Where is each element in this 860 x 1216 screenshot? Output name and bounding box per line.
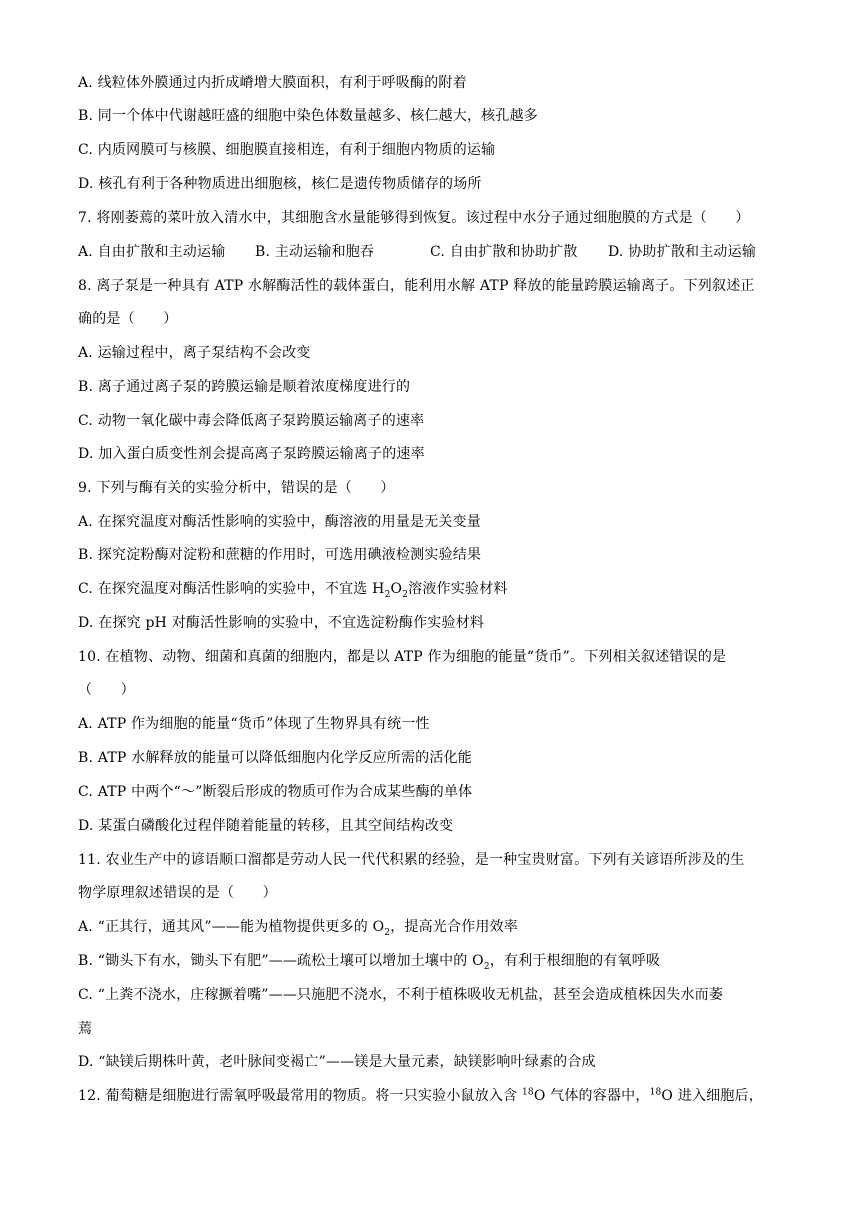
q6-option-a: A. 线粒体外膜通过内折成嵴增大膜面积，有利于呼吸酶的附着	[78, 75, 467, 91]
q10-option-a: A. ATP 作为细胞的能量“货币”体现了生物界具有统一性	[78, 716, 430, 732]
q11-option-c-line1: C. “上粪不浇水，庄稼撅着嘴”——只施肥不浇水，不利于植株吸收无机盐，甚至会造成植株因失水而萎	[78, 987, 724, 1003]
q12-text-end: O 进入细胞后，	[661, 1088, 763, 1104]
q6-option-b: B. 同一个体中代谢越旺盛的细胞中染色体数量越多、核仁越大，核孔越多	[78, 108, 538, 124]
q10-option-c: C. ATP 中两个“～”断裂后形成的物质可作为合成某些酶的单体	[78, 784, 473, 800]
q9-c-subscript: 2	[384, 589, 391, 600]
q12-text-mid: O 气体的容器中，	[533, 1088, 650, 1104]
q8-stem-line1: 8. 离子泵是一种具有 ATP 水解酶活性的载体蛋白，能利用水解 ATP 释放的能量跨膜运输离子。下列叙述正	[78, 278, 755, 294]
q11-b-subscript: 2	[483, 961, 490, 972]
q8-stem-line2: 确的是（ ）	[78, 311, 178, 327]
q11-stem-line1: 11. 农业生产中的谚语顺口溜都是劳动人民一代代积累的经验，是一种宝贵财富。下列有关谚语所涉及的生	[78, 852, 745, 868]
q9-c-subscript-2: 2	[402, 589, 409, 600]
q11-b-text: B. “锄头下有水，锄头下有肥”——疏松土壤可以增加土壤中的 O	[78, 953, 484, 969]
q11-stem-line2: 物学原理叙述错误的是（ ）	[78, 885, 277, 901]
q10-option-d: D. 某蛋白磷酸化过程伴随着能量的转移，且其空间结构改变	[78, 818, 454, 834]
q7-option-a: A. 自由扩散和主动运输	[78, 244, 226, 260]
q9-c-text: C. 在探究温度对酶活性影响的实验中，不宜选 H	[78, 581, 385, 597]
q9-option-d: D. 在探究 pH 对酶活性影响的实验中，不宜选淀粉酶作实验材料	[78, 615, 485, 631]
q11-option-d: D. “缺镁后期株叶黄，老叶脉间变褐亡”——镁是大量元素，缺镁影响叶绿素的合成	[78, 1054, 596, 1070]
q10-stem-line2: （ ）	[78, 682, 135, 698]
q7-option-b: B. 主动运输和胞吞	[255, 244, 375, 260]
q10-stem-line1: 10. 在植物、动物、细菌和真菌的细胞内，都是以 ATP 作为细胞的能量“货币”。下列相关叙述错误的是	[78, 649, 727, 665]
q9-option-b: B. 探究淀粉酶对淀粉和蔗糖的作用时，可选用碘液检测实验结果	[78, 547, 482, 563]
q11-option-b	[78, 949, 790, 973]
q11-a-subscript: 2	[384, 927, 391, 938]
q8-option-b: B. 离子通过离子泵的跨膜运输是顺着浓度梯度进行的	[78, 379, 411, 395]
q8-option-c: C. 动物一氧化碳中毒会降低离子泵跨膜运输离子的速率	[78, 413, 425, 429]
q11-a-text: A. “正其行，通其风”——能为植物提供更多的 O	[78, 919, 385, 935]
q7-stem: 7. 将刚萎蔫的菜叶放入清水中，其细胞含水量能够得到恢复。该过程中水分子通过细胞膜的方式是（ ）	[78, 210, 750, 226]
q9-stem: 9. 下列与酶有关的实验分析中，错误的是（ ）	[78, 480, 395, 496]
q12-stem	[78, 1084, 790, 1108]
q9-option-c	[78, 577, 790, 601]
q8-option-d: D. 加入蛋白质变性剂会提高离子泵跨膜运输离子的速率	[78, 446, 425, 462]
q12-superscript-2: 18	[649, 1087, 662, 1098]
q9-c-text-mid: O	[390, 581, 403, 597]
q7-option-d: D. 协助扩散和主动运输	[608, 244, 757, 260]
q11-option-c-line2: 蔫	[78, 1021, 93, 1037]
q9-c-text-end: 溶液作实验材料	[408, 581, 508, 597]
q11-option-a	[78, 915, 790, 939]
q7-option-c: C. 自由扩散和协助扩散	[430, 244, 578, 260]
q6-option-c: C. 内质网膜可与核膜、细胞膜直接相连，有利于细胞内物质的运输	[78, 142, 496, 158]
q12-superscript: 18	[521, 1087, 534, 1098]
q11-a-text-end: ，提高光合作用效率	[390, 919, 519, 935]
q11-b-text-end: ，有利于根细胞的有氧呼吸	[489, 953, 661, 969]
q9-option-a: A. 在探究温度对酶活性影响的实验中，酶溶液的用量是无关变量	[78, 514, 482, 530]
q7-options	[78, 240, 790, 264]
q8-option-a: A. 运输过程中，离子泵结构不会改变	[78, 345, 311, 361]
q6-option-d: D. 核孔有利于各种物质进出细胞核，核仁是遗传物质储存的场所	[78, 176, 482, 192]
q12-text: 12. 葡萄糖是细胞进行需氧呼吸最常用的物质。将一只实验小鼠放入含	[78, 1088, 522, 1104]
q10-option-b: B. ATP 水解释放的能量可以降低细胞内化学反应所需的活化能	[78, 750, 472, 766]
